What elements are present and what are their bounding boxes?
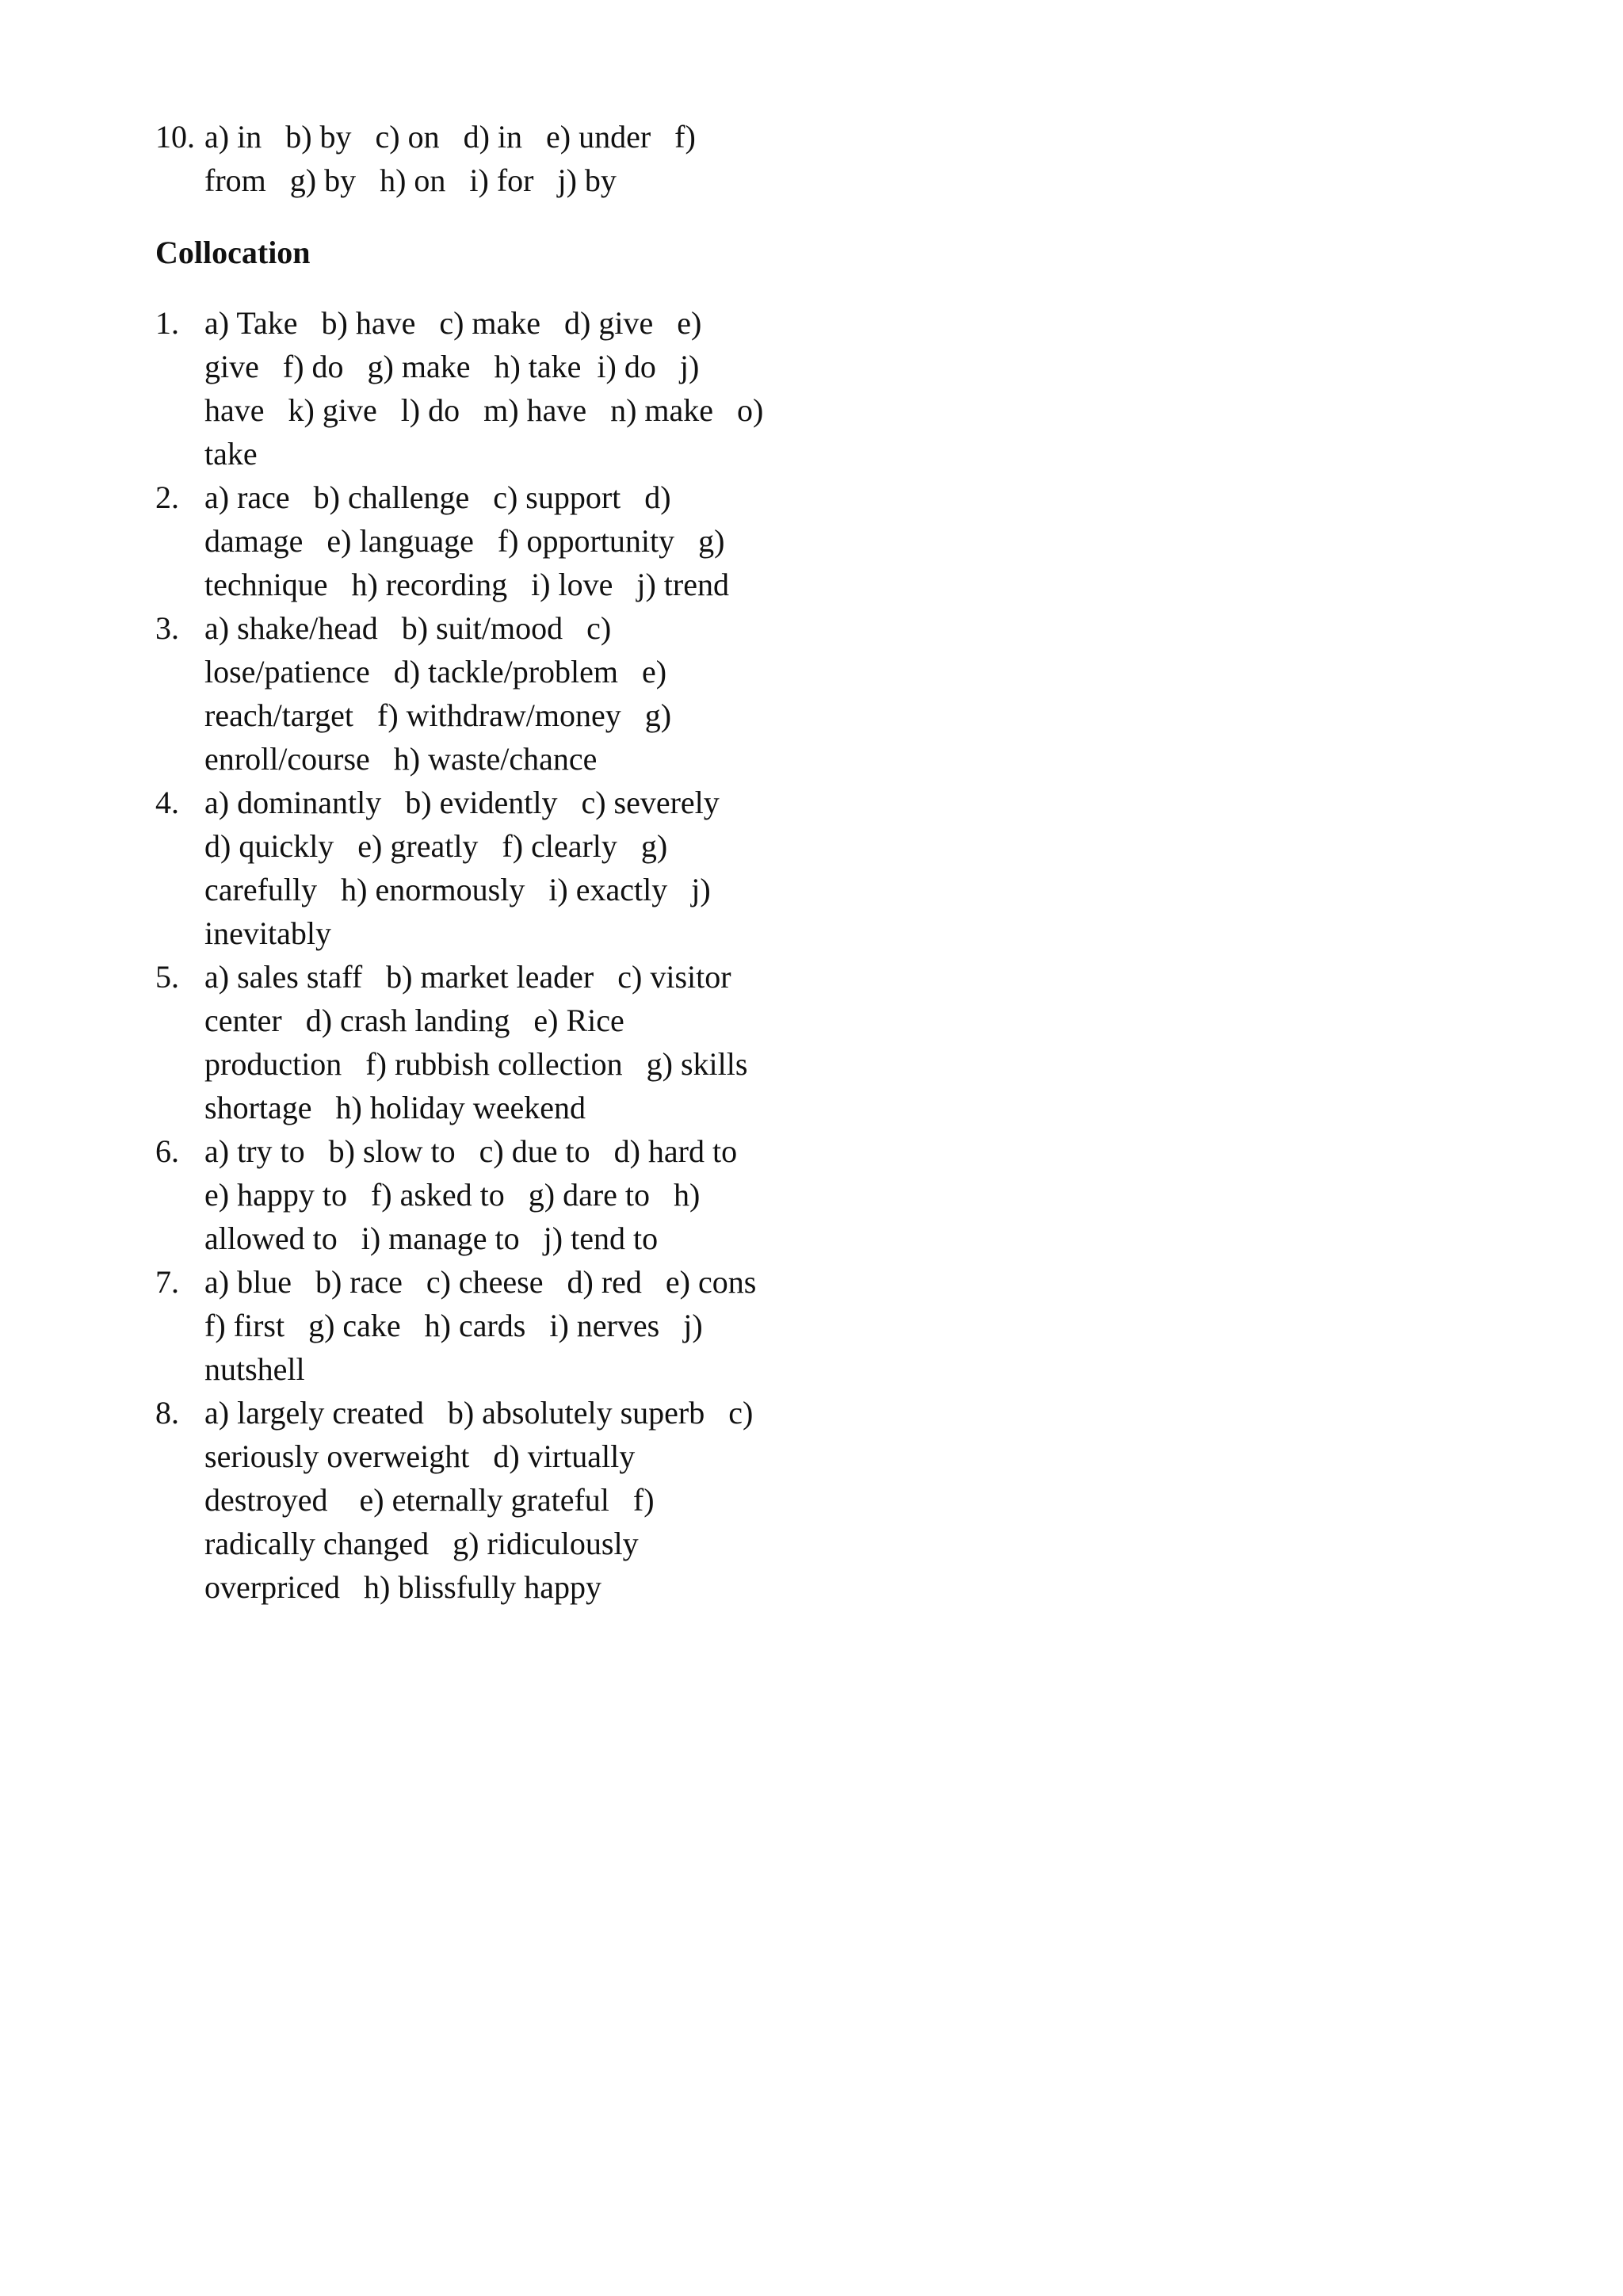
entry-line: seriously overweight d) virtually: [204, 1438, 636, 1474]
entry-line: a) in b) by c) on d) in e) under f): [204, 119, 696, 155]
entry-number: 4.: [155, 785, 179, 820]
entry-line: a) shake/head b) suit/mood c): [204, 610, 612, 646]
entry-number: 5.: [155, 959, 179, 995]
entry-line: damage e) language f) opportunity g): [204, 523, 725, 559]
entry-line: allowed to i) manage to j) tend to: [204, 1221, 659, 1256]
entry-line: a) race b) challenge c) support d): [204, 479, 671, 515]
entry-line: a) sales staff b) market leader c) visitor: [204, 959, 731, 995]
entry-number: 7.: [155, 1264, 179, 1300]
entry-number: 8.: [155, 1395, 179, 1431]
entry-line: production f) rubbish collection g) skills: [204, 1046, 748, 1082]
entry-line: nutshell: [204, 1351, 305, 1387]
section-heading: Collocation: [155, 235, 311, 270]
entry-line: carefully h) enormously i) exactly j): [204, 872, 711, 907]
entry-line: enroll/course h) waste/chance: [204, 741, 598, 777]
entry-line: center d) crash landing e) Rice: [204, 1003, 624, 1038]
entry-line: have k) give l) do m) have n) make o): [204, 392, 764, 428]
entry-line: lose/patience d) tackle/problem e): [204, 654, 667, 690]
entry-line: f) first g) cake h) cards i) nerves j): [204, 1308, 703, 1343]
entry-number: 6.: [155, 1133, 179, 1169]
entry-line: e) happy to f) asked to g) dare to h): [204, 1177, 701, 1213]
entry-number: 10.: [155, 119, 195, 155]
entry-line: reach/target f) withdraw/money g): [204, 697, 672, 733]
entry-line: a) Take b) have c) make d) give e): [204, 305, 702, 341]
entry-line: from g) by h) on i) for j) by: [204, 162, 617, 198]
entry-line: shortage h) holiday weekend: [204, 1090, 586, 1125]
entry-line: inevitably: [204, 915, 331, 951]
entry-line: radically changed g) ridiculously: [204, 1526, 639, 1561]
entry-line: overpriced h) blissfully happy: [204, 1569, 601, 1605]
entry-number: 2.: [155, 479, 179, 515]
entry-line: a) try to b) slow to c) due to d) hard to: [204, 1133, 738, 1169]
entry-line: a) largely created b) absolutely superb c): [204, 1395, 754, 1431]
entry-number: 1.: [155, 305, 179, 341]
entry-number: 3.: [155, 610, 179, 646]
entry-line: technique h) recording i) love j) trend: [204, 567, 729, 602]
entry-line: a) blue b) race c) cheese d) red e) cons: [204, 1264, 757, 1300]
entry-line: destroyed e) eternally grateful f): [204, 1482, 655, 1518]
entry-line: give f) do g) make h) take i) do j): [204, 349, 700, 384]
entry-line: d) quickly e) greatly f) clearly g): [204, 828, 668, 864]
entry-line: take: [204, 436, 258, 472]
entry-line: a) dominantly b) evidently c) severely: [204, 785, 720, 820]
